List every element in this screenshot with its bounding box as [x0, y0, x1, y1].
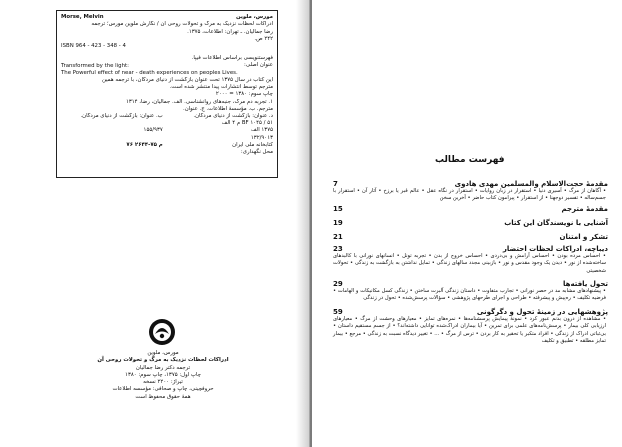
library-name: کتابخانه ملی ایران [232, 141, 273, 148]
cip-col-left [61, 113, 163, 142]
cip-original-title-2: The Powerful effect of near - death experiences on peoples Lives. [61, 69, 238, 76]
publisher-logo [148, 318, 176, 346]
cip-edition: چاپ سوم: ۱۳۸۰ = ۲۰۰۰ [215, 91, 273, 98]
toc-entry [333, 245, 608, 275]
toc-entry-page: 15 [333, 204, 343, 213]
toc-entry [333, 180, 608, 203]
cip-fipa-line: فهرستنویسی براساس اطلاعات فیپا. [191, 55, 273, 62]
toc-entry-title: تحول یافته‌ها [563, 280, 608, 289]
colophon-editions: چاپ اول: ۱۳۷۵، چاپ سوم: ۱۳۸۰ [125, 371, 201, 378]
library-location: محل نگهداری: [240, 149, 273, 156]
toc-entry-desc: • مشاهده از درون بدنم عبور کرد • نمونهٔ پیمایش پرسشنامه‌ها • نمره‌های تمایز • معیارهای وحشت از مرگ • معیارهای ارزیابی کلی بیمار • پرسش‌نامه‌های علمی برای تمرین • آیا بیماران ادراک‌شده توانایی داشته‌اند؟ • از جسم مستقیم داستان • بی‌ثباتی ادراک از زندگی • افراد متکبر یا تحقیر به کار بردن • ترس از مرگ • ... • تغییر دیدگاه نسبت به زندگی • مرجع • بیمار تمایز مطلقه • تطبیق و تکلیف [333, 315, 606, 345]
toc-entry-desc: • احساس مرده بودن • احساس آرامش و بی‌دردی • احساس خروج از بدن • تجربه تونل • انسانهای نورانی با کالبدهای ساخته‌شده از نور • دیدن یک وجود مقدس و نور • بازبینی مجدد سالهای زندگی • تمایل نداشتن به بازگشت به زندگی • تحولات شخصیتی [333, 252, 606, 274]
toc-entry-page: 19 [333, 218, 343, 227]
colophon-title: ادراکات لحظات نزدیک به مرگ و تحولات روحی آن [97, 357, 229, 364]
colophon-rights: همهٔ حقوق محفوظ است [135, 393, 191, 400]
cip-original-title-label: عنوان اصلی: [244, 62, 273, 69]
toc-entry [333, 280, 608, 303]
colophon [78, 350, 248, 401]
toc-entry-title: مقدمهٔ حجت‌الاسلام والمسلمین مهدی هادوی [454, 180, 608, 188]
library-number: م ۷۵-۲۶۴۴ ۷۶ [126, 141, 163, 148]
table-of-contents [333, 180, 608, 345]
cip-author-latin: Morse, Melvin [61, 14, 104, 21]
cip-col-right-line: ۱۳۷۵ الف [250, 127, 273, 134]
toc-entry-page: 59 [333, 307, 343, 316]
gutter-shadow-left [296, 0, 309, 447]
cip-col-right [171, 113, 273, 142]
cip-pages-line: ۲۴۲ ص. [254, 35, 273, 42]
colophon-printer: حروفچینی، چاپ و صحافی: مؤسسه اطلاعات [112, 386, 214, 393]
toc-title: فهرست مطالب [435, 155, 505, 165]
colophon-author: مورس، ملوین [147, 350, 179, 356]
toc-entry-title: پژوهشهایی در زمینهٔ تحول و دگرگونی [476, 307, 608, 316]
cip-author: مورس، ملوین [236, 14, 273, 20]
cip-subject-2: مترجم. ب. مؤسسهٔ اطلاعات. ج. عنوان. [182, 105, 273, 112]
colophon-print-run: تیراژ: ۲۲۰۰ نسخه [143, 379, 183, 386]
cip-original-title-1: Transformed by the light: [61, 62, 129, 69]
cip-col-right-line: ۱۳۲/۹۰۱۳ [250, 134, 273, 141]
toc-entry-desc: • آگاهان از مرگ • آسیری دنیا • استقرار در زبان روایات • استقرار در نگاه عقل • عالم قبر یا برزخ • آثار آن • استقرار با جسم‌ساله • تفسیر دوجهنا • از استقرار • پیرامون کتاب حاضر • آخرین سخن [333, 188, 606, 202]
cip-note-1: این کتاب در سال ۱۳۷۵ تحت عنوان بازگشت از دنیای مردگان، با ترجمه همین [101, 77, 273, 84]
cip-subject-1: ۱. تجربه دم مرگ، جنبه‌های روانشناسی. الف. جمالیان، رضا، ۱۳۱۴ [125, 98, 273, 105]
cip-col-left-line [61, 120, 163, 127]
toc-entry [333, 205, 608, 213]
cip-publisher-line: رضا جمالیان. ـ تهران: اطلاعات، ۱۳۷۵. [187, 28, 273, 35]
cip-columns [61, 113, 273, 142]
cip-title-line: ادراکات لحظات نزدیک به مرگ و تحولات روحی آن / نگارش ملوین مورس؛ ترجمه [91, 21, 273, 28]
toc-entry-page: 23 [333, 244, 343, 253]
cip-library-row [61, 142, 273, 156]
toc-entry [333, 308, 608, 346]
toc-entry-page: 29 [333, 280, 343, 289]
toc-entry-title: دیباچه، ادراکات لحظات احتضار [502, 244, 608, 253]
cip-col-left-line: ۱۵۵/۹۳۷ [143, 127, 163, 134]
cip-col-right-line: BF ۱۰۴۵ / ۵۱ م ۴ الف [221, 120, 273, 127]
toc-entry-desc: • پیشنهادهای مشابه مد در حصر نورانی • تجارب متفاوت • داستان زندگی آلبرت ساختن • زندگی کسل مکانیکات و الهامات • فرضیه تکلیف • ره‌پیش و پیشرفته • طراحی و اجرای طرحهای پژوهشی • سؤالات پرسش‌شده • تحول در زندگی [333, 288, 606, 302]
toc-entry-page: 7 [333, 180, 338, 188]
cip-note-2: مترجم توسط انتشارات پیدا منتشر شده است. [169, 84, 273, 91]
toc-entry [333, 233, 608, 241]
cataloguing-box [56, 10, 278, 178]
library-info [171, 142, 273, 156]
cip-col-left-line: ب. عنوان: بازگشت از دنیای مردگان. [80, 113, 163, 120]
toc-entry-page: 21 [333, 232, 343, 241]
colophon-translator: ترجمه دکتر رضا جمالیان [135, 364, 191, 371]
toc-entry-title: مقدمهٔ مترجم [561, 204, 608, 213]
toc-entry-title: آشنایی با نویسندگان این کتاب [504, 218, 608, 227]
toc-entry [333, 219, 608, 227]
cip-isbn: ISBN 964 - 423 - 348 - 4 [61, 43, 126, 50]
cip-col-right-line: د. عنوان: بازگشت از دنیای مردگان. [193, 113, 273, 120]
left-page [0, 0, 310, 447]
toc-entry-title: تشکر و امتنان [559, 232, 608, 241]
